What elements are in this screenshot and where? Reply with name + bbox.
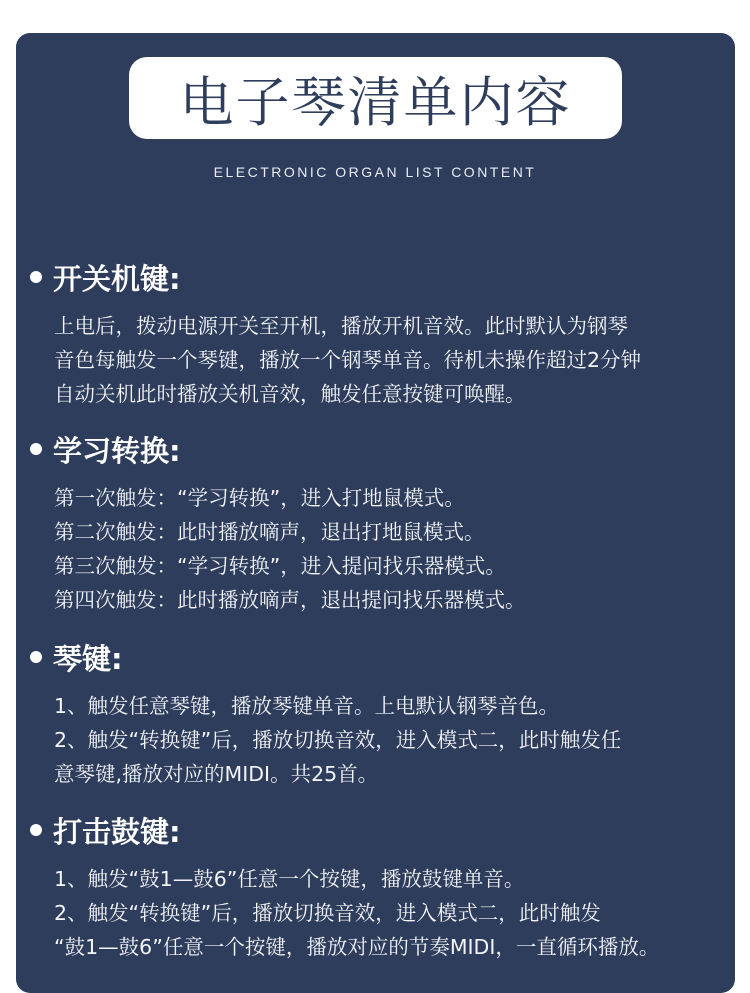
section-body [30, 689, 720, 791]
section-heading-text: 打击鼓键: [53, 814, 181, 849]
section-heading [30, 429, 720, 469]
section-piano-keys [30, 637, 720, 791]
body-line: 自动关机此时播放关机音效，触发任意按键可唤醒。 [54, 382, 526, 406]
section-body [30, 481, 720, 617]
body-line: 第二次触发：此时播放嘀声，退出打地鼠模式。 [54, 520, 485, 544]
section-heading-text: 学习转换: [53, 433, 181, 468]
page-title: 电子琴清单内容 [179, 70, 572, 134]
bullet-dot-icon [30, 651, 42, 663]
bullet-dot-icon [30, 443, 42, 455]
body-line: 第一次触发：“学习转换”，进入打地鼠模式。 [54, 486, 465, 510]
body-line: 意琴键,播放对应的MIDI。共25首。 [54, 762, 379, 786]
body-line: 1、触发“鼓1—鼓6”任意一个按键，播放鼓键单音。 [54, 867, 525, 891]
section-heading-text: 开关机键: [53, 261, 181, 296]
body-line: 音色每触发一个琴键，播放一个钢琴单音。待机未操作超过2分钟 [54, 348, 642, 372]
body-line: 第四次触发：此时播放嘀声，退出提问找乐器模式。 [54, 588, 526, 612]
body-line: 上电后，拨动电源开关至开机，播放开机音效。此时默认为钢琴 [54, 314, 628, 338]
section-heading-text: 琴键: [53, 641, 123, 676]
body-line: 2、触发“转换键”后，播放切换音效，进入模式二，此时触发任 [54, 728, 622, 752]
title-box [129, 57, 622, 139]
body-line: 第三次触发：“学习转换”，进入提问找乐器模式。 [54, 554, 506, 578]
body-line: 1、触发任意琴键，播放琴键单音。上电默认钢琴音色。 [54, 694, 560, 718]
section-learning-switch [30, 429, 720, 617]
body-line: 2、触发“转换键”后，播放切换音效，进入模式二，此时触发 [54, 901, 601, 925]
section-body [30, 862, 720, 964]
section-body [30, 309, 720, 411]
bullet-dot-icon [30, 271, 42, 283]
section-heading [30, 637, 720, 677]
section-heading [30, 257, 720, 297]
body-line: “鼓1—鼓6”任意一个按键，播放对应的节奏MIDI，一直循环播放。 [54, 935, 660, 959]
section-drum-keys [30, 810, 720, 964]
bullet-dot-icon [30, 824, 42, 836]
section-power-key [30, 257, 720, 411]
page-subtitle: ELECTRONIC ORGAN LIST CONTENT [213, 164, 537, 180]
section-heading [30, 810, 720, 850]
